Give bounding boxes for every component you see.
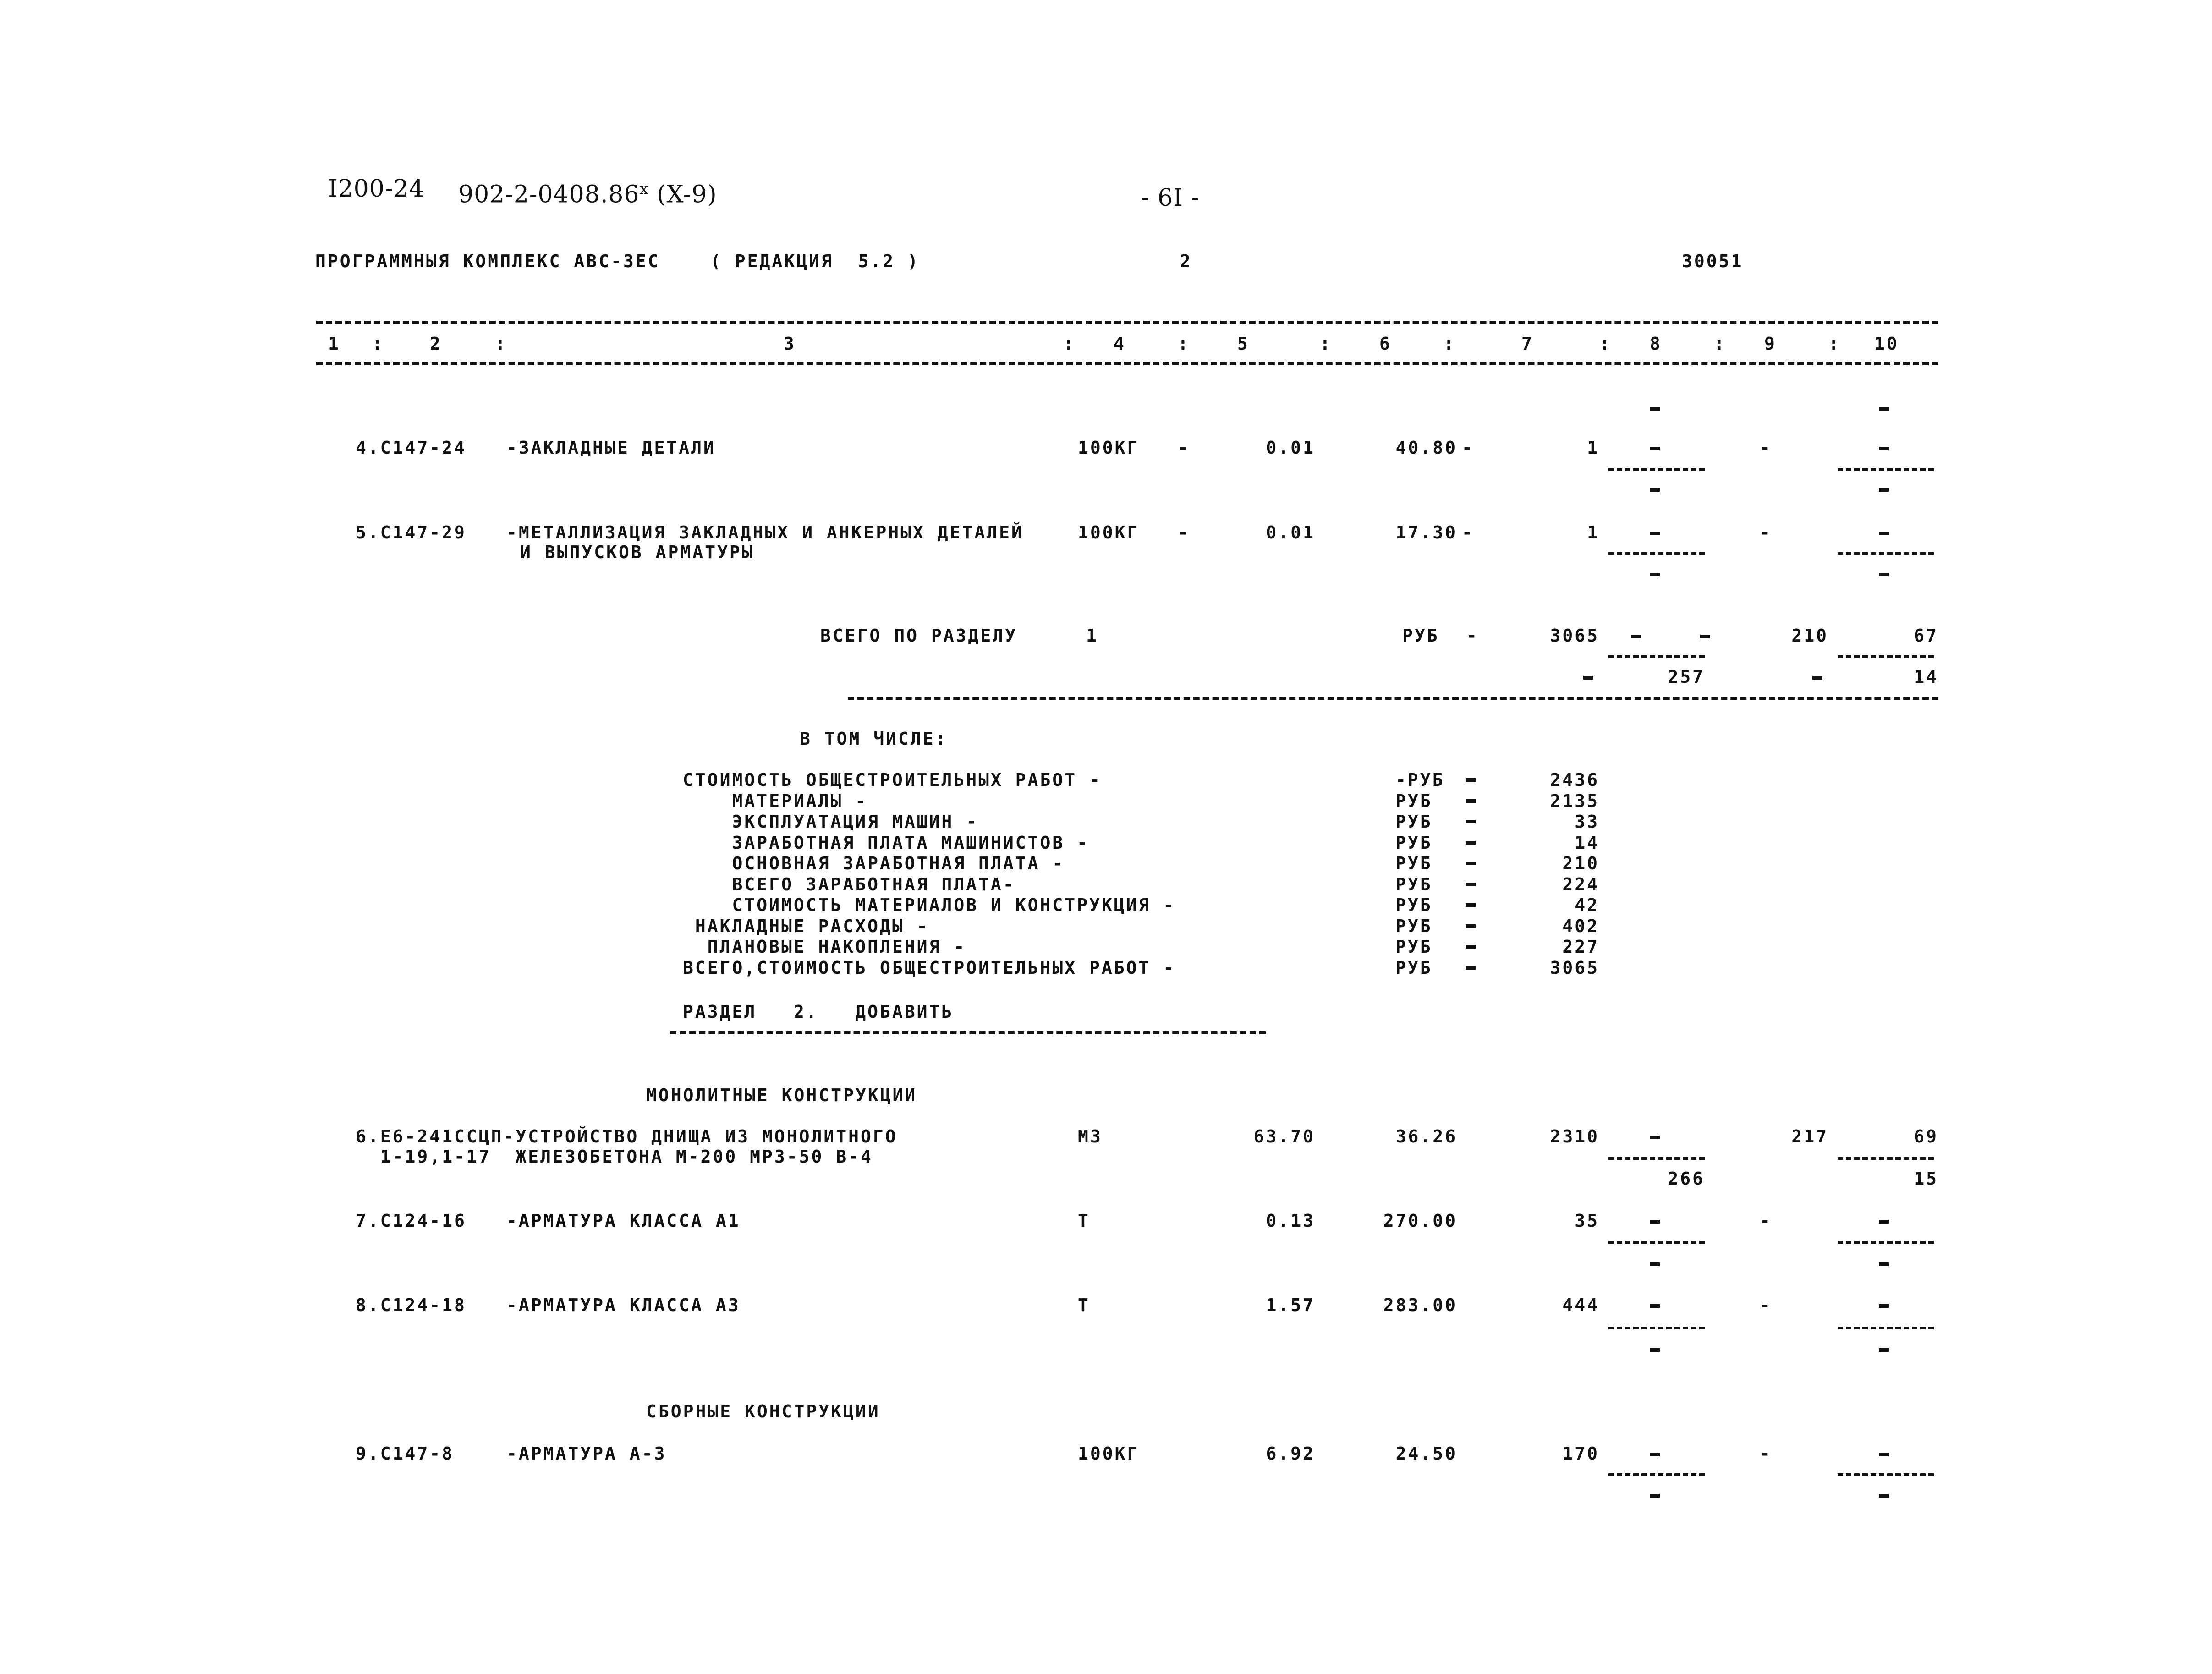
cell-dash <box>1631 635 1641 638</box>
cell-divider <box>1608 655 1705 658</box>
breakdown-label: ЭКСПЛУАТАЦИЯ МАШИН - <box>683 812 979 832</box>
row-price: 17.30 <box>1395 522 1457 543</box>
row-col9: - <box>1760 438 1772 458</box>
row-col9: - <box>1760 1443 1772 1464</box>
breakdown-value: 224 <box>1562 874 1599 895</box>
column-header: 5 <box>1237 334 1250 354</box>
row-name: -АРМАТУРА А-3 <box>506 1443 667 1464</box>
row-price: 270.00 <box>1383 1211 1457 1231</box>
breakdown-label: ПЛАНОВЫЕ НАКОПЛЕНИЯ - <box>683 937 966 957</box>
cell-dash <box>1879 532 1889 535</box>
breakdown-unit: -РУБ <box>1395 770 1445 790</box>
cell-divider <box>1838 1327 1934 1329</box>
column-header: 3 <box>784 334 796 354</box>
column-separator: : <box>1178 334 1190 354</box>
cell-dash <box>1650 447 1660 450</box>
breakdown-value: 2436 <box>1550 770 1599 790</box>
breakdown-value: 210 <box>1562 853 1599 873</box>
section-total-rule <box>848 697 1938 700</box>
breakdown-value: 3065 <box>1550 958 1599 978</box>
row-quantity: 63.70 <box>1253 1126 1315 1147</box>
breakdown-unit: РУБ <box>1395 874 1433 895</box>
column-header: 2 <box>430 334 442 354</box>
row-position: 7.C124-16 <box>356 1211 467 1231</box>
cell-dash <box>1650 1304 1660 1308</box>
section-total-label: ВСЕГО ПО РАЗДЕЛУ <box>820 626 1018 646</box>
breakdown-dash <box>1466 903 1476 907</box>
row-name: -ЗАКЛАДНЫЕ ДЕТАЛИ <box>506 438 716 458</box>
cell-dash <box>1583 676 1593 680</box>
cell-divider <box>1838 655 1934 658</box>
header-rule-bottom <box>316 362 1938 365</box>
row-dash: - <box>1178 522 1190 543</box>
breakdown-unit: РУБ <box>1395 812 1433 832</box>
row-col10: 69 <box>1914 1126 1938 1147</box>
row-quantity: 0.01 <box>1266 438 1315 458</box>
project-number: 902-2-0408.86 <box>458 181 640 209</box>
row-name: -МЕТАЛЛИЗАЦИЯ ЗАКЛАДНЫХ И АНКЕРНЫХ ДЕТАЛЕЙ <box>506 522 1024 543</box>
breakdown-dash <box>1466 799 1476 803</box>
breakdown-label: ВСЕГО ЗАРАБОТНАЯ ПЛАТА- <box>683 874 1015 895</box>
program-edition: ( РЕДАКЦИЯ 5.2 ) <box>710 251 920 271</box>
column-separator: : <box>495 334 507 354</box>
project-code <box>458 179 717 209</box>
breakdown-value: 2135 <box>1550 791 1599 811</box>
breakdown-dash <box>1466 841 1476 845</box>
cell-dash <box>1879 1220 1889 1224</box>
breakdown-label: МАТЕРИАЛЫ - <box>683 791 868 811</box>
cell-dash <box>1650 1220 1660 1224</box>
column-header: 9 <box>1764 334 1777 354</box>
row-col9: 217 <box>1791 1126 1828 1147</box>
section-total-col8-bottom: 257 <box>1668 667 1705 687</box>
row-price: 283.00 <box>1383 1295 1457 1315</box>
breakdown-unit: РУБ <box>1395 853 1433 873</box>
row-quantity: 6.92 <box>1266 1443 1315 1464</box>
row-dash: - <box>1178 438 1190 458</box>
breakdown-label: СТОИМОСТЬ МАТЕРИАЛОВ И КОНСТРУКЦИЯ - <box>683 895 1176 915</box>
breakdown-dash <box>1466 778 1476 782</box>
breakdown-unit: РУБ <box>1395 937 1433 957</box>
cell-divider <box>1608 1241 1705 1244</box>
cell-dash <box>1650 532 1660 535</box>
column-separator: : <box>1320 334 1332 354</box>
project-superscript: x <box>639 180 649 198</box>
row-col9: - <box>1760 1211 1772 1231</box>
row-position-name: 6.E6-241CCЦП-УСТРОЙСТВО ДНИЩА ИЗ МОНОЛИТНОГО <box>356 1126 898 1147</box>
section-total-col10: 67 <box>1914 626 1938 646</box>
row-price-dash: - <box>1462 522 1474 543</box>
row-price: 36.26 <box>1395 1126 1457 1147</box>
column-separator: : <box>1063 334 1076 354</box>
cell-dash <box>1650 488 1660 492</box>
breakdown-label: ОСНОВНАЯ ЗАРАБОТНАЯ ПЛАТА - <box>683 853 1065 873</box>
row-position: 5.C147-29 <box>356 522 467 543</box>
cell-dash <box>1650 407 1660 411</box>
row-name: -АРМАТУРА КЛАССА А1 <box>506 1211 741 1231</box>
row-total: 35 <box>1575 1211 1599 1231</box>
row-name-continued: И ВЫПУСКОВ АРМАТУРЫ <box>520 542 754 562</box>
precast-heading: СБОРНЫЕ КОНСТРУКЦИИ <box>646 1401 880 1422</box>
breakdown-label: НАКЛАДНЫЕ РАСХОДЫ - <box>683 916 929 936</box>
row-unit: 100КГ <box>1078 1443 1140 1464</box>
cell-divider <box>1608 552 1705 555</box>
cell-dash <box>1879 1348 1889 1352</box>
doc-code: I200-24 <box>328 175 425 203</box>
column-header: 1 <box>328 334 340 354</box>
row-unit: 100КГ <box>1078 522 1140 543</box>
cell-dash <box>1650 1136 1660 1139</box>
breakdown-dash <box>1466 945 1476 949</box>
cell-dash <box>1650 1348 1660 1352</box>
breakdown-dash <box>1466 924 1476 928</box>
cell-dash <box>1879 1494 1889 1498</box>
cell-dash <box>1879 488 1889 492</box>
column-separator: : <box>1828 334 1841 354</box>
row-total: 1 <box>1587 438 1599 458</box>
breakdown-unit: РУБ <box>1395 833 1433 853</box>
section-total-number: 1 <box>1086 626 1098 646</box>
row-quantity: 0.01 <box>1266 522 1315 543</box>
row-total: 170 <box>1562 1443 1599 1464</box>
cell-dash <box>1879 407 1889 411</box>
row-position: 8.C124-18 <box>356 1295 467 1315</box>
breakdown-label: СТОИМОСТЬ ОБЩЕСТРОИТЕЛЬНЫХ РАБОТ - <box>683 770 1102 790</box>
row-col9: - <box>1760 522 1772 543</box>
column-header: 4 <box>1114 334 1126 354</box>
project-variant: (X-9) <box>657 181 717 209</box>
breakdown-value: 402 <box>1562 916 1599 936</box>
column-separator: : <box>1444 334 1456 354</box>
cell-dash <box>1879 1453 1889 1456</box>
column-separator: : <box>1714 334 1726 354</box>
row-col8-bottom: 266 <box>1668 1169 1705 1189</box>
row-name: -АРМАТУРА КЛАССА А3 <box>506 1295 741 1315</box>
cell-divider <box>1838 1473 1934 1476</box>
row-name-continued: 1-19,1-17 ЖЕЛЕЗОБЕТОНА М-200 МРЗ-50 В-4 <box>356 1147 873 1167</box>
program-title: ПРОГРАММНЫЯ КОМПЛЕКС АВС-ЗЕС <box>315 251 660 271</box>
row-quantity: 0.13 <box>1266 1211 1315 1231</box>
section2-underline <box>670 1031 1266 1034</box>
column-header: 6 <box>1379 334 1392 354</box>
row-unit: Т <box>1078 1295 1090 1315</box>
row-quantity: 1.57 <box>1266 1295 1315 1315</box>
row-price-dash: - <box>1462 438 1474 458</box>
breakdown-value: 42 <box>1575 895 1599 915</box>
cell-divider <box>1838 468 1934 471</box>
cell-dash <box>1879 1262 1889 1266</box>
cell-dash <box>1700 635 1710 638</box>
breakdown-unit: РУБ <box>1395 791 1433 811</box>
sheet-number: 2 <box>1180 251 1192 271</box>
row-total: 1 <box>1587 522 1599 543</box>
breakdown-unit: РУБ <box>1395 895 1433 915</box>
breakdown-dash <box>1466 883 1476 886</box>
cell-divider <box>1608 1327 1705 1329</box>
breakdown-dash <box>1466 862 1476 865</box>
cell-dash <box>1650 1262 1660 1266</box>
row-unit: Т <box>1078 1211 1090 1231</box>
column-header: 8 <box>1650 334 1662 354</box>
row-total: 444 <box>1562 1295 1599 1315</box>
cell-dash <box>1879 1304 1889 1308</box>
section-total-col9: 210 <box>1791 626 1828 646</box>
including-label: В ТОМ ЧИСЛЕ: <box>800 729 948 749</box>
cell-dash <box>1650 573 1660 576</box>
breakdown-value: 33 <box>1575 812 1599 832</box>
row-col10-bottom: 15 <box>1914 1169 1938 1189</box>
cell-divider <box>1608 468 1705 471</box>
cell-dash <box>1650 1494 1660 1498</box>
breakdown-value: 227 <box>1562 937 1599 957</box>
cell-divider <box>1838 552 1934 555</box>
section-total-value: 3065 <box>1550 626 1599 646</box>
cell-divider <box>1838 1157 1934 1160</box>
cell-divider <box>1608 1473 1705 1476</box>
section-total-col10-bottom: 14 <box>1914 667 1938 687</box>
breakdown-label: ВСЕГО,СТОИМОСТЬ ОБЩЕСТРОИТЕЛЬНЫХ РАБОТ - <box>683 958 1176 978</box>
row-position: 4.C147-24 <box>356 438 467 458</box>
cell-dash <box>1812 676 1822 680</box>
column-header: 10 <box>1874 334 1899 354</box>
breakdown-value: 14 <box>1575 833 1599 853</box>
row-unit: М3 <box>1078 1126 1103 1147</box>
breakdown-dash <box>1466 820 1476 823</box>
cell-dash <box>1879 573 1889 576</box>
row-position: 9.C147-8 <box>356 1443 455 1464</box>
breakdown-unit: РУБ <box>1395 958 1433 978</box>
row-unit: 100КГ <box>1078 438 1140 458</box>
document-number: 30051 <box>1682 251 1744 271</box>
page-number: - 6I - <box>1141 184 1200 212</box>
row-total: 2310 <box>1550 1126 1599 1147</box>
breakdown-dash <box>1466 966 1476 970</box>
breakdown-label: ЗАРАБОТНАЯ ПЛАТА МАШИНИСТОВ - <box>683 833 1089 853</box>
row-col9: - <box>1760 1295 1772 1315</box>
column-separator: : <box>372 334 384 354</box>
cell-divider <box>1608 1157 1705 1160</box>
column-separator: : <box>1599 334 1612 354</box>
cell-dash <box>1650 1453 1660 1456</box>
section2-title: РАЗДЕЛ 2. ДОБАВИТЬ <box>683 1002 954 1022</box>
column-header: 7 <box>1521 334 1534 354</box>
row-price: 24.50 <box>1395 1443 1457 1464</box>
section-total-unit: РУБ <box>1402 626 1439 646</box>
row-price: 40.80 <box>1395 438 1457 458</box>
cell-dash <box>1879 447 1889 450</box>
breakdown-unit: РУБ <box>1395 916 1433 936</box>
cell-divider <box>1838 1241 1934 1244</box>
header-rule-top <box>316 321 1938 324</box>
section-total-dash: - <box>1466 626 1479 646</box>
monolithic-heading: МОНОЛИТНЫЕ КОНСТРУКЦИИ <box>646 1085 917 1105</box>
